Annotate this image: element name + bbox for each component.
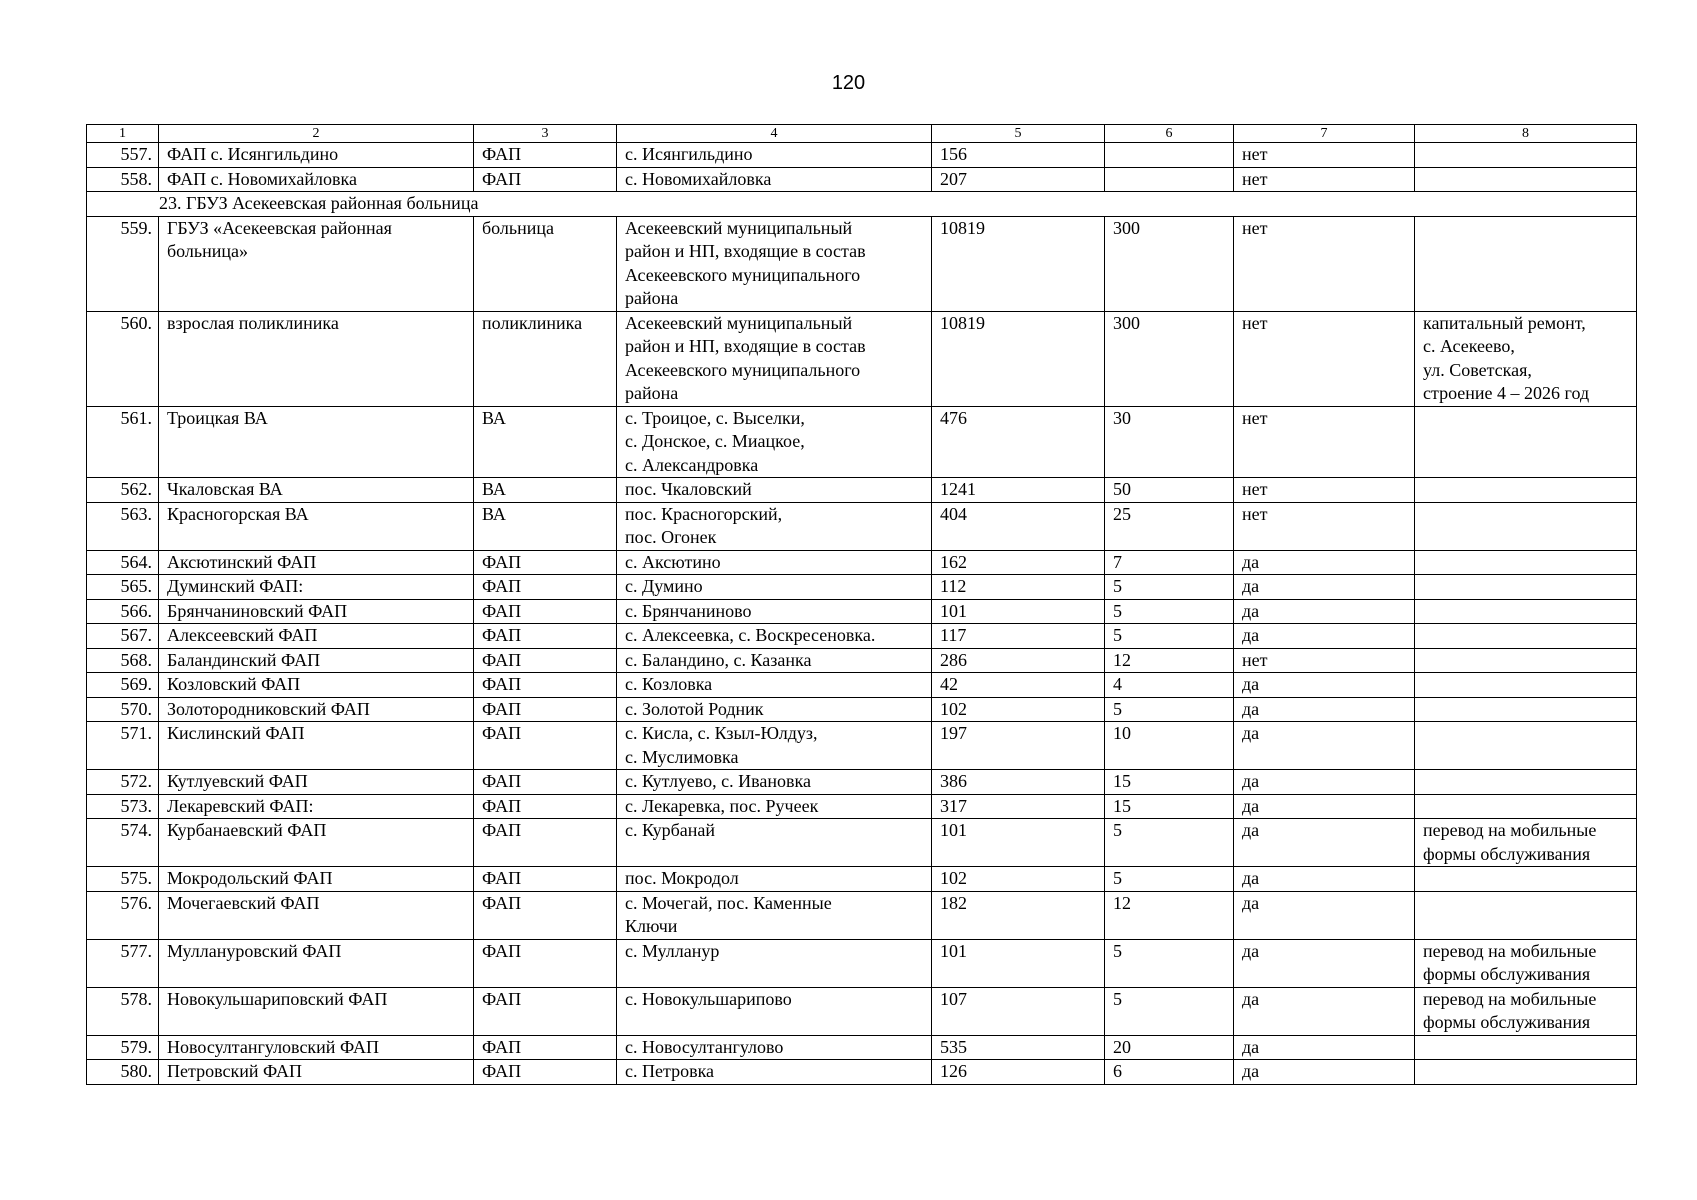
facility-type-cell: ФАП <box>474 867 617 892</box>
population-served-cell: 117 <box>932 624 1105 649</box>
facility-name-cell: ФАП с. Исянгильдино <box>159 143 474 168</box>
population-served-cell: 101 <box>932 939 1105 987</box>
facility-type-cell: ФАП <box>474 1035 617 1060</box>
facility-type-cell: ФАП <box>474 939 617 987</box>
facility-type-cell: ФАП <box>474 722 617 770</box>
column-header: 7 <box>1234 125 1415 143</box>
facility-type-cell: ВА <box>474 502 617 550</box>
notes-cell: капитальный ремонт, с. Асекеево, ул. Советская, строение 4 – 2026 год <box>1415 311 1637 406</box>
facility-type-cell: ФАП <box>474 987 617 1035</box>
population-served-cell: 42 <box>932 673 1105 698</box>
status-flag-cell: нет <box>1234 216 1415 311</box>
row-number-cell: 577. <box>87 939 159 987</box>
visits-count-cell: 5 <box>1105 697 1234 722</box>
facility-name-cell: Аксютинский ФАП <box>159 550 474 575</box>
facility-name-cell: Баландинский ФАП <box>159 648 474 673</box>
status-flag-cell: да <box>1234 794 1415 819</box>
notes-cell <box>1415 624 1637 649</box>
service-area-cell: с. Алексеевка, с. Воскресеновка. <box>617 624 932 649</box>
status-flag-cell: да <box>1234 550 1415 575</box>
service-area-cell: пос. Чкаловский <box>617 478 932 503</box>
facility-name-cell: Мочегаевский ФАП <box>159 891 474 939</box>
table-row <box>87 575 1637 600</box>
facility-type-cell: ФАП <box>474 575 617 600</box>
facility-type-cell: ФАП <box>474 167 617 192</box>
row-number-cell: 575. <box>87 867 159 892</box>
service-area-cell: с. Исянгильдино <box>617 143 932 168</box>
facility-name-cell: Муллануровский ФАП <box>159 939 474 987</box>
visits-count-cell: 5 <box>1105 867 1234 892</box>
service-area-cell: с. Золотой Родник <box>617 697 932 722</box>
notes-cell: перевод на мобильные формы обслуживания <box>1415 819 1637 867</box>
population-served-cell: 102 <box>932 867 1105 892</box>
facility-type-cell: ФАП <box>474 770 617 795</box>
facility-name-cell: Кислинский ФАП <box>159 722 474 770</box>
notes-cell <box>1415 1060 1637 1085</box>
population-served-cell: 107 <box>932 987 1105 1035</box>
row-number-cell: 561. <box>87 406 159 478</box>
population-served-cell: 101 <box>932 819 1105 867</box>
service-area-cell: с. Троицое, с. Выселки, с. Донское, с. Миацкое, с. Александровка <box>617 406 932 478</box>
facility-type-cell: ФАП <box>474 673 617 698</box>
row-number-cell: 567. <box>87 624 159 649</box>
row-number-cell: 580. <box>87 1060 159 1085</box>
service-area-cell: с. Лекаревка, пос. Ручеек <box>617 794 932 819</box>
service-area-cell: пос. Мокродол <box>617 867 932 892</box>
service-area-cell: с. Козловка <box>617 673 932 698</box>
service-area-cell: с. Новосултангулово <box>617 1035 932 1060</box>
table-row <box>87 216 1637 311</box>
service-area-cell: с. Новокульшарипово <box>617 987 932 1035</box>
service-area-cell: Асекеевский муниципальный район и НП, входящие в состав Асекеевского муниципального района <box>617 216 932 311</box>
table-row <box>87 502 1637 550</box>
notes-cell <box>1415 673 1637 698</box>
facility-type-cell: ВА <box>474 478 617 503</box>
notes-cell <box>1415 648 1637 673</box>
notes-cell <box>1415 722 1637 770</box>
notes-cell <box>1415 794 1637 819</box>
visits-count-cell: 5 <box>1105 599 1234 624</box>
population-served-cell: 207 <box>932 167 1105 192</box>
facility-name-cell: Петровский ФАП <box>159 1060 474 1085</box>
notes-cell <box>1415 599 1637 624</box>
column-header: 4 <box>617 125 932 143</box>
table-row <box>87 722 1637 770</box>
service-area-cell: с. Новомихайловка <box>617 167 932 192</box>
facility-type-cell: больница <box>474 216 617 311</box>
population-served-cell: 112 <box>932 575 1105 600</box>
population-served-cell: 286 <box>932 648 1105 673</box>
population-served-cell: 317 <box>932 794 1105 819</box>
service-area-cell: с. Кутлуево, с. Ивановка <box>617 770 932 795</box>
service-area-cell: с. Аксютино <box>617 550 932 575</box>
status-flag-cell: да <box>1234 1060 1415 1085</box>
status-flag-cell: да <box>1234 624 1415 649</box>
table-row <box>87 478 1637 503</box>
column-header: 6 <box>1105 125 1234 143</box>
column-header: 2 <box>159 125 474 143</box>
status-flag-cell: да <box>1234 673 1415 698</box>
population-served-cell: 182 <box>932 891 1105 939</box>
status-flag-cell: да <box>1234 987 1415 1035</box>
table-row <box>87 143 1637 168</box>
status-flag-cell: нет <box>1234 648 1415 673</box>
notes-cell <box>1415 502 1637 550</box>
status-flag-cell: да <box>1234 575 1415 600</box>
table-row <box>87 891 1637 939</box>
population-served-cell: 102 <box>932 697 1105 722</box>
facility-type-cell: поликлиника <box>474 311 617 406</box>
facility-name-cell: взрослая поликлиника <box>159 311 474 406</box>
section-title: 23. ГБУЗ Асекеевская районная больница <box>87 192 1637 217</box>
facility-type-cell: ФАП <box>474 794 617 819</box>
visits-count-cell <box>1105 143 1234 168</box>
table-row <box>87 406 1637 478</box>
status-flag-cell: нет <box>1234 143 1415 168</box>
status-flag-cell: да <box>1234 722 1415 770</box>
status-flag-cell: нет <box>1234 478 1415 503</box>
facility-name-cell: Козловский ФАП <box>159 673 474 698</box>
row-number-cell: 558. <box>87 167 159 192</box>
column-header: 3 <box>474 125 617 143</box>
row-number-cell: 572. <box>87 770 159 795</box>
notes-cell <box>1415 550 1637 575</box>
population-served-cell: 10819 <box>932 311 1105 406</box>
row-number-cell: 566. <box>87 599 159 624</box>
status-flag-cell: да <box>1234 697 1415 722</box>
visits-count-cell: 20 <box>1105 1035 1234 1060</box>
status-flag-cell: да <box>1234 891 1415 939</box>
visits-count-cell: 25 <box>1105 502 1234 550</box>
row-number-cell: 576. <box>87 891 159 939</box>
facility-name-cell: Курбанаевский ФАП <box>159 819 474 867</box>
notes-cell <box>1415 575 1637 600</box>
row-number-cell: 574. <box>87 819 159 867</box>
facility-name-cell: Красногорская ВА <box>159 502 474 550</box>
visits-count-cell: 30 <box>1105 406 1234 478</box>
service-area-cell: с. Мулланур <box>617 939 932 987</box>
service-area-cell: Асекеевский муниципальный район и НП, входящие в состав Асекеевского муниципального района <box>617 311 932 406</box>
notes-cell: перевод на мобильные формы обслуживания <box>1415 987 1637 1035</box>
facility-type-cell: ФАП <box>474 624 617 649</box>
row-number-cell: 568. <box>87 648 159 673</box>
facility-type-cell: ФАП <box>474 648 617 673</box>
notes-cell <box>1415 1035 1637 1060</box>
facility-name-cell: Золотородниковский ФАП <box>159 697 474 722</box>
status-flag-cell: да <box>1234 599 1415 624</box>
notes-cell <box>1415 406 1637 478</box>
visits-count-cell: 4 <box>1105 673 1234 698</box>
table-row <box>87 697 1637 722</box>
facility-name-cell: Алексеевский ФАП <box>159 624 474 649</box>
visits-count-cell: 5 <box>1105 819 1234 867</box>
visits-count-cell: 300 <box>1105 311 1234 406</box>
table-row <box>87 673 1637 698</box>
status-flag-cell: нет <box>1234 167 1415 192</box>
service-area-cell: пос. Красногорский, пос. Огонек <box>617 502 932 550</box>
table-row <box>87 624 1637 649</box>
status-flag-cell: нет <box>1234 502 1415 550</box>
table-row <box>87 311 1637 406</box>
status-flag-cell: да <box>1234 939 1415 987</box>
row-number-cell: 573. <box>87 794 159 819</box>
visits-count-cell: 7 <box>1105 550 1234 575</box>
table-row <box>87 648 1637 673</box>
visits-count-cell: 5 <box>1105 987 1234 1035</box>
facility-name-cell: Троицкая ВА <box>159 406 474 478</box>
service-area-cell: с. Брянчаниново <box>617 599 932 624</box>
row-number-cell: 571. <box>87 722 159 770</box>
visits-count-cell: 15 <box>1105 794 1234 819</box>
row-number-cell: 560. <box>87 311 159 406</box>
table-row <box>87 987 1637 1035</box>
population-served-cell: 535 <box>932 1035 1105 1060</box>
notes-cell <box>1415 167 1637 192</box>
visits-count-cell: 5 <box>1105 939 1234 987</box>
table-row <box>87 167 1637 192</box>
service-area-cell: с. Баландино, с. Казанка <box>617 648 932 673</box>
notes-cell <box>1415 770 1637 795</box>
service-area-cell: с. Петровка <box>617 1060 932 1085</box>
row-number-cell: 557. <box>87 143 159 168</box>
service-area-cell: с. Кисла, с. Кзыл-Юлдуз, с. Муслимовка <box>617 722 932 770</box>
status-flag-cell: да <box>1234 770 1415 795</box>
notes-cell <box>1415 697 1637 722</box>
row-number-cell: 559. <box>87 216 159 311</box>
service-area-cell: с. Мочегай, пос. Каменные Ключи <box>617 891 932 939</box>
column-header: 8 <box>1415 125 1637 143</box>
facility-type-cell: ФАП <box>474 819 617 867</box>
visits-count-cell: 50 <box>1105 478 1234 503</box>
status-flag-cell: нет <box>1234 311 1415 406</box>
visits-count-cell: 12 <box>1105 648 1234 673</box>
service-area-cell: с. Думино <box>617 575 932 600</box>
table-row <box>87 939 1637 987</box>
row-number-cell: 570. <box>87 697 159 722</box>
page-number: 120 <box>831 72 866 94</box>
population-served-cell: 156 <box>932 143 1105 168</box>
visits-count-cell: 6 <box>1105 1060 1234 1085</box>
notes-cell <box>1415 478 1637 503</box>
facility-type-cell: ФАП <box>474 697 617 722</box>
notes-cell <box>1415 867 1637 892</box>
facilities-table <box>86 124 1637 1085</box>
population-served-cell: 197 <box>932 722 1105 770</box>
population-served-cell: 1241 <box>932 478 1105 503</box>
facility-type-cell: ФАП <box>474 891 617 939</box>
facility-name-cell: Новокульшариповский ФАП <box>159 987 474 1035</box>
status-flag-cell: нет <box>1234 406 1415 478</box>
facility-name-cell: Кутлуевский ФАП <box>159 770 474 795</box>
population-served-cell: 126 <box>932 1060 1105 1085</box>
row-number-cell: 578. <box>87 987 159 1035</box>
row-number-cell: 579. <box>87 1035 159 1060</box>
table-row <box>87 1060 1637 1085</box>
facility-name-cell: Думинский ФАП: <box>159 575 474 600</box>
population-served-cell: 10819 <box>932 216 1105 311</box>
column-header: 5 <box>932 125 1105 143</box>
table-row <box>87 794 1637 819</box>
table-row <box>87 770 1637 795</box>
population-served-cell: 101 <box>932 599 1105 624</box>
population-served-cell: 404 <box>932 502 1105 550</box>
facility-name-cell: Лекаревский ФАП: <box>159 794 474 819</box>
status-flag-cell: да <box>1234 819 1415 867</box>
population-served-cell: 386 <box>932 770 1105 795</box>
row-number-cell: 562. <box>87 478 159 503</box>
row-number-cell: 563. <box>87 502 159 550</box>
section-row <box>87 192 1637 217</box>
notes-cell: перевод на мобильные формы обслуживания <box>1415 939 1637 987</box>
facility-name-cell: Новосултангуловский ФАП <box>159 1035 474 1060</box>
facility-type-cell: ВА <box>474 406 617 478</box>
table-row <box>87 599 1637 624</box>
facility-name-cell: ФАП с. Новомихайловка <box>159 167 474 192</box>
table-body <box>87 125 1637 1085</box>
row-number-cell: 569. <box>87 673 159 698</box>
table-row <box>87 1035 1637 1060</box>
row-number-cell: 565. <box>87 575 159 600</box>
facility-name-cell: Мокродольский ФАП <box>159 867 474 892</box>
visits-count-cell: 300 <box>1105 216 1234 311</box>
facility-type-cell: ФАП <box>474 550 617 575</box>
service-area-cell: с. Курбанай <box>617 819 932 867</box>
population-served-cell: 162 <box>932 550 1105 575</box>
notes-cell <box>1415 143 1637 168</box>
notes-cell <box>1415 216 1637 311</box>
table-row <box>87 550 1637 575</box>
population-served-cell: 476 <box>932 406 1105 478</box>
notes-cell <box>1415 891 1637 939</box>
visits-count-cell: 15 <box>1105 770 1234 795</box>
table-header-row <box>87 125 1637 143</box>
facility-type-cell: ФАП <box>474 1060 617 1085</box>
facility-name-cell: ГБУЗ «Асекеевская районная больница» <box>159 216 474 311</box>
column-header: 1 <box>87 125 159 143</box>
table-row <box>87 867 1637 892</box>
facility-type-cell: ФАП <box>474 599 617 624</box>
facility-type-cell: ФАП <box>474 143 617 168</box>
table-row <box>87 819 1637 867</box>
visits-count-cell: 12 <box>1105 891 1234 939</box>
status-flag-cell: да <box>1234 1035 1415 1060</box>
visits-count-cell: 5 <box>1105 624 1234 649</box>
visits-count-cell <box>1105 167 1234 192</box>
row-number-cell: 564. <box>87 550 159 575</box>
visits-count-cell: 5 <box>1105 575 1234 600</box>
visits-count-cell: 10 <box>1105 722 1234 770</box>
facility-name-cell: Брянчаниновский ФАП <box>159 599 474 624</box>
facility-name-cell: Чкаловская ВА <box>159 478 474 503</box>
status-flag-cell: да <box>1234 867 1415 892</box>
